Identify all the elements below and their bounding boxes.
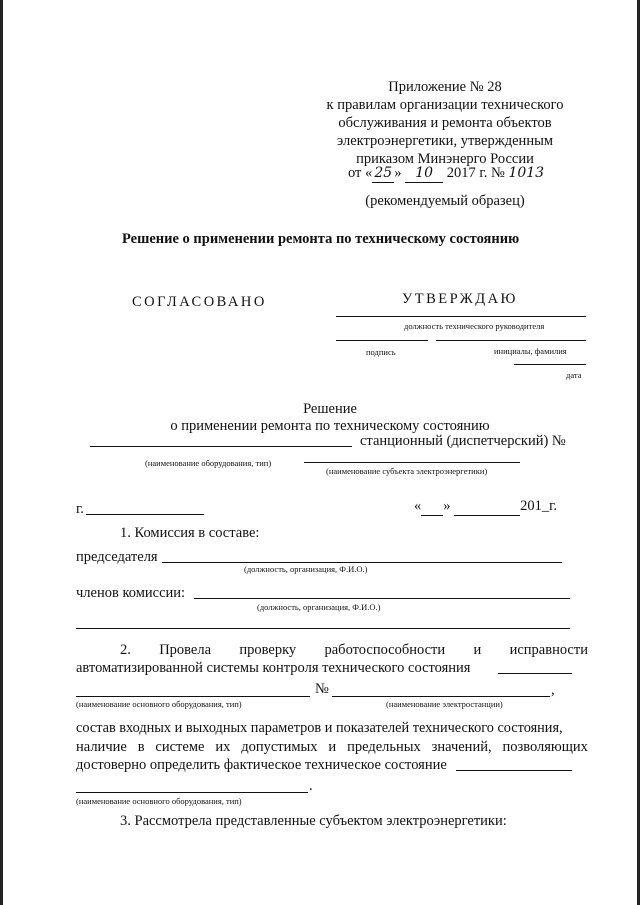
name-line [436,340,586,341]
date-year: 2017 г. № [446,165,505,181]
section2-first-line [120,641,588,659]
decision-day-blank [421,497,443,516]
decision-heading: Решение [303,401,357,417]
city-prefix: г. [76,501,84,517]
params-line-1: состав входных и выходных параметров и показателей технического состояния, [76,720,563,736]
params-word: допустимых [241,739,318,755]
members-line [194,598,570,599]
decision-month-blank [454,497,520,516]
date-number: 1013 [508,165,545,181]
station-number-label: станционный (диспетчерский) № [360,433,566,449]
signature-line [336,340,428,341]
members-caption: (должность, организация, Ф.И.О.) [257,602,381,612]
date-caption: дата [566,370,582,380]
agreed-label: СОГЛАСОВАНО [132,294,267,310]
decision-year-suffix: _г. [541,498,558,514]
decision-date-close: » [443,498,451,514]
appendix-line: приказом Минэнерго России [356,151,534,167]
params-word: системе [155,739,205,755]
appendix-line: электроэнергетики, утвержденным [337,133,553,149]
section2-word: и [473,642,482,658]
date-prefix: от « [348,165,373,181]
date-month: 10 [405,164,443,183]
main-equipment-caption-2: (наименование основного оборудования, тип) [76,796,242,806]
date-day: 25 [372,164,394,183]
appendix-line: обслуживания и ремонта объектов [338,115,552,131]
subject-caption: (наименование субъекта электроэнергетики) [326,466,488,476]
station-line [332,696,550,697]
number-sign: № [315,681,329,697]
section2-word: работоспособности [324,642,446,658]
section2-word: Провела [159,642,212,658]
members-label: членов комиссии: [76,585,186,601]
params-word: значений, [431,739,492,755]
comma: , [551,682,555,698]
position-line [336,316,586,317]
main-equipment-line-2 [76,792,308,793]
params-word: их [215,739,231,755]
scan-edge-left [0,0,3,905]
decision-date-open: « [414,498,422,514]
system-blank-line [498,673,572,674]
main-equipment-line [76,696,310,697]
params-line-3: достоверно определить фактическое техническое состояние [76,757,447,773]
decision-date [414,497,557,516]
chairman-label: председателя [76,549,158,565]
main-equipment-caption: (наименование основного оборудования, тип) [76,699,242,709]
members-line-2 [76,628,570,629]
appendix-line: к правилам организации технического [326,97,564,113]
name-caption: инициалы, фамилия [494,346,567,356]
decision-year: 201 [520,498,542,514]
document-title: Решение о применении ремонта по техническому состоянию [122,231,520,247]
city-line [86,514,204,515]
appendix-block [300,78,590,168]
params-word: и [328,739,337,755]
recommended-note: (рекомендуемый образец) [365,193,525,209]
params-word: предельных [347,739,421,755]
section1-title: 1. Комиссия в составе: [120,525,260,541]
chairman-line [162,562,562,563]
chairman-caption: (должность, организация, Ф.И.О.) [244,564,368,574]
date-line [514,364,586,365]
decision-subheading: о применении ремонта по техническому состоянию [170,418,490,434]
date-mid: » [394,165,402,181]
station-caption: (наименование электростанции) [386,699,503,709]
approve-label: УТВЕРЖДАЮ [402,291,518,307]
section3-title: 3. Рассмотрела представленные субъектом электроэнергетики: [120,813,507,829]
section2-word: проверку [239,642,297,658]
signature-caption: подпись [366,347,396,357]
section2-word: исправности [509,642,588,658]
subject-line [304,462,520,463]
period: . [309,778,313,794]
appendix-title: Приложение № 28 [388,79,502,95]
params-line-2 [76,738,588,756]
section2-system-line: автоматизированной системы контроля технического состояния [76,660,471,676]
equipment-caption: (наименование оборудования, тип) [145,458,272,468]
params-word: позволяющих [502,739,588,755]
position-caption: должность технического руководителя [404,321,545,331]
equipment-line [90,446,352,447]
params-word: наличие [76,739,127,755]
section2-word: 2. [120,642,131,658]
params-word: в [137,739,145,755]
state-blank-line [456,770,572,771]
order-date-line [348,164,588,183]
